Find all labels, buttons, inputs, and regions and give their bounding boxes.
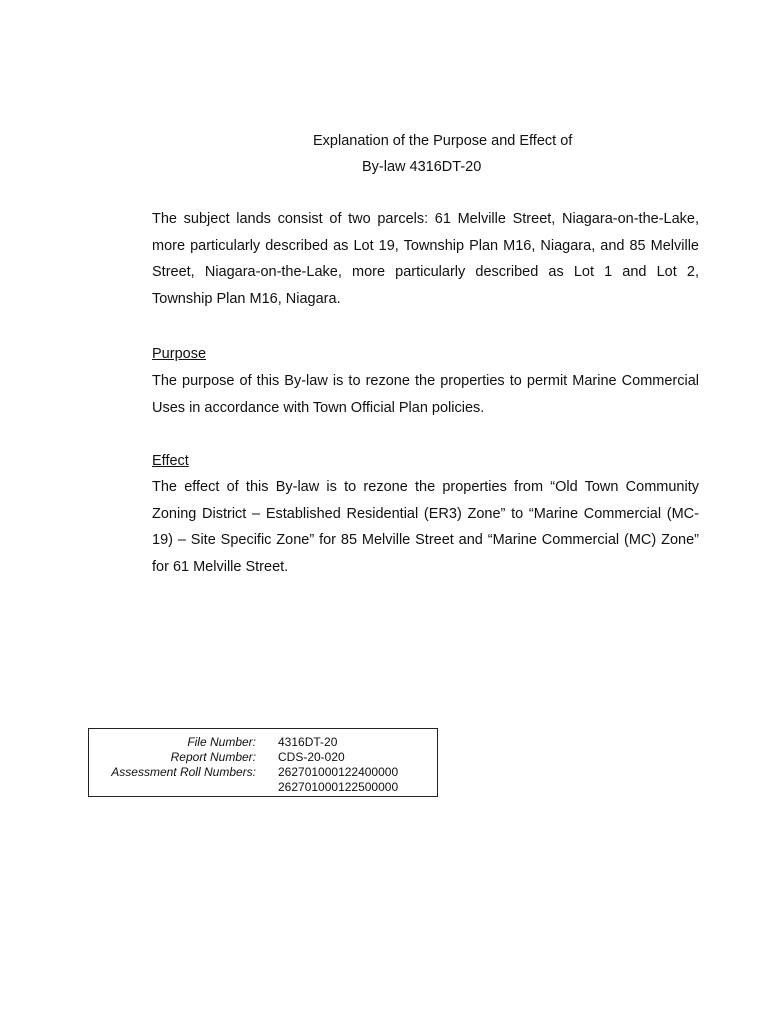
file-number-value: 4316DT-20 [278, 735, 338, 749]
info-labels [111, 735, 256, 780]
effect-paragraph: The effect of this By-law is to rezone the properties from “Old Town Community Zoning District – Established Residential (ER3) Zone” to “Marine Commercial (MC-19) – Site Specific Zone” for 85 Melville Street and “Marine Commercial (MC) Zone” for 61 Melville Street. [152, 479, 699, 576]
report-number-value: CDS-20-020 [278, 750, 345, 764]
info-values [278, 735, 398, 795]
assessment-roll-value-2: 262701000122500000 [278, 780, 399, 794]
purpose-paragraph: The purpose of this By-law is to rezone the properties to permit Marine Commercial Uses in accordance with Town Official Plan policies. [152, 373, 699, 416]
report-number-label: Report Number: [170, 750, 256, 764]
intro-paragraph: The subject lands consist of two parcels: 61 Melville Street, Niagara-on-the-Lake, more particularly described as Lot 19, Township Plan M16, Niagara, and 85 Melville Street, Niagara-on-the-Lake, more particularly described as Lot 1 and Lot 2, Township Plan M16, Niagara. [152, 211, 699, 308]
effect-heading: Effect [152, 453, 189, 469]
file-info-box [88, 728, 438, 797]
document-title-line-2: By-law 4316DT-20 [362, 159, 482, 175]
purpose-heading: Purpose [152, 346, 207, 362]
assessment-roll-label: Assessment Roll Numbers: [111, 765, 256, 779]
file-number-label: File Number: [187, 735, 256, 749]
assessment-roll-value-1: 262701000122400000 [278, 765, 399, 779]
document-title-line-1: Explanation of the Purpose and Effect of [313, 133, 573, 149]
